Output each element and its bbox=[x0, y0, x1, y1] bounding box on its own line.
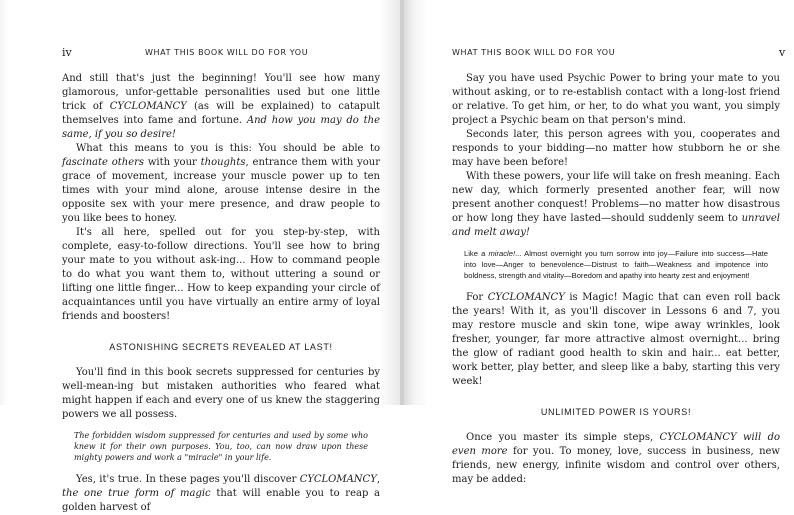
paragraph: It's all here, spelled out for you step-by-step, with complete, easy-to-follow directions. You'll see how to bring your mate to you without ask-ing... How to command people to do what you want them to, without uttering a sound or lifting one little finger... How to keep expanding your circle of acquaintances until you have virtually an entire army of loyal friends and boosters! bbox=[62, 227, 380, 322]
paragraph: What this means to you is this: You should be able to fascinate others with your thoughts, entrance them with your grace of movement, increase your muscle power up to ten times with your mind alone, arouse intense desire in the opposite sex with your mere presence, and draw people to you like bees to honey. bbox=[62, 143, 380, 224]
paragraph: Seconds later, this person agrees with you, cooperates and responds to your bidding—no matter how stubborn he or she may have been before! bbox=[452, 129, 780, 168]
page-number: iv bbox=[62, 46, 72, 59]
paragraph: With these powers, your life will take on fresh meaning. Each new day, which formerly presented another fear, will now present another conquest! Problems—no matter how disastrous or how long they have lasted—should suddenly seem to unravel and melt away! bbox=[452, 171, 780, 238]
paragraph: And still that's just the beginning! You'll see how many glamorous, unfor-gettable personalities used but one little trick of CYCLOMANCY (as will be explained) to catapult themselves into fame and fortune. And how you may do the same, if you so desire! bbox=[62, 73, 381, 140]
paragraph: Yes, it's true. In these pages you'll discover CYCLOMANCY, the one true form of magic that will enable you to reap a golden harvest of bbox=[62, 474, 380, 513]
italic-note: The forbidden wisdom suppressed for centuries and used by some who knew it for their own purposes. You, too, can now draw upon these mighty powers and work a "miracle" in your life. bbox=[74, 431, 368, 462]
page-number: v bbox=[779, 46, 786, 59]
right-body bbox=[452, 72, 780, 487]
section-heading: ASTONISHING SECRETS REVEALED AT LAST! bbox=[109, 342, 333, 352]
running-head: WHAT THIS BOOK WILL DO FOR YOU bbox=[452, 48, 616, 57]
paragraph: Once you master its simple steps, CYCLOMANCY will do even more for you. To money, love, success in business, new friends, new energy, infinite wisdom and control over others, may be added: bbox=[452, 432, 780, 485]
paragraph: For CYCLOMANCY is Magic! Magic that can even roll back the years! With it, as you'll discover in Lessons 6 and 7, you may restore muscle and skin tone, wipe away wrinkles, look fresher, younger, far more attractive almost overnight... bring the glow of radiant good health to skin and hair... eat better, work better, play better, and sleep like a baby, starting this very week! bbox=[452, 292, 781, 387]
right-page bbox=[404, 0, 794, 485]
left-body bbox=[62, 72, 380, 515]
paragraph: Say you have used Psychic Power to bring your mate to you without asking, or to re-establish contact with a long-lost friend or relative. To get him, or her, to do what you want, you simply project a Psychic beam on that person's mind. bbox=[452, 73, 780, 126]
section-heading: UNLIMITED POWER IS YOURS! bbox=[540, 407, 692, 417]
paragraph: You'll find in this book secrets suppressed for centuries by well-mean-ing but mistaken authorities who feared what might happen if each and every one of us knew the staggering powers we all possess. bbox=[62, 367, 380, 420]
running-head: WHAT THIS BOOK WILL DO FOR YOU bbox=[145, 48, 309, 57]
highlight-box: Like a miracle!... Almost overnight you turn sorrow into joy—Failure into success—Hate into love—Anger to benevolence—Distrust to faith—Weakness and impotence into boldness, strength and vitality—Boredom and apathy into hearty zest and enjoyment! bbox=[464, 249, 768, 280]
